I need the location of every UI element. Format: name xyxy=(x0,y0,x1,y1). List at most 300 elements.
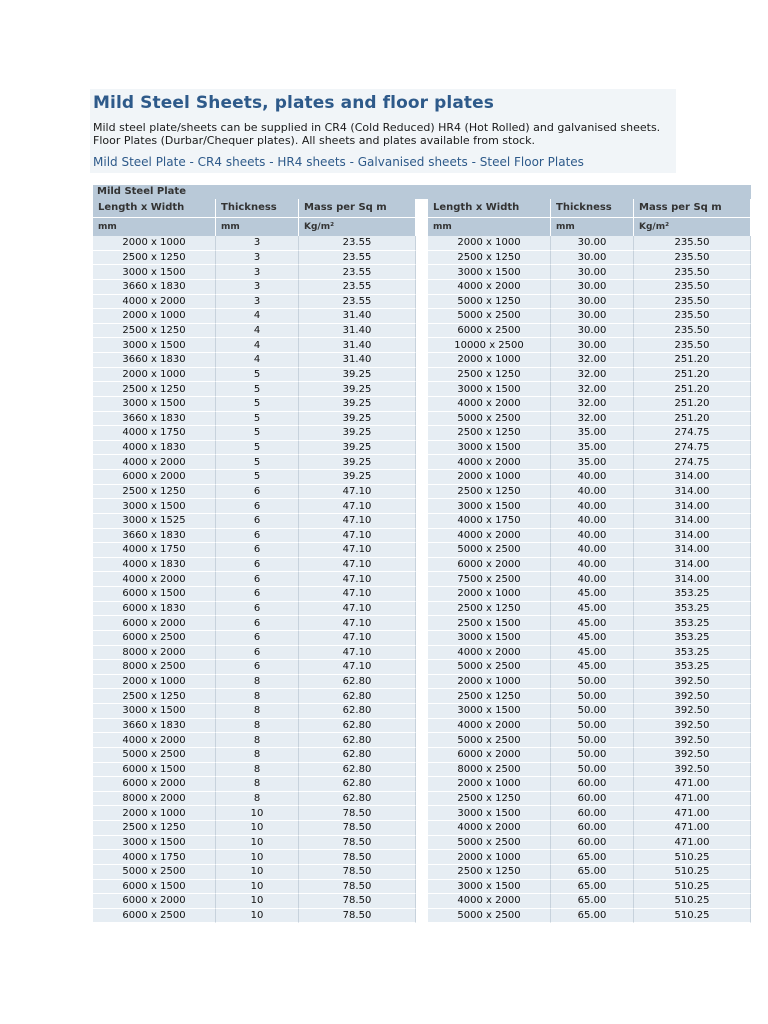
size-cell: 7500 x 2500 xyxy=(428,572,551,587)
thickness-cell: 40.00 xyxy=(551,499,634,514)
size-cell: 4000 x 2000 xyxy=(428,280,551,295)
table-row xyxy=(93,572,751,587)
column-gap xyxy=(416,719,428,734)
thickness-cell: 10 xyxy=(216,880,299,895)
thickness-cell: 5 xyxy=(216,441,299,456)
col-unit-size: mm xyxy=(428,217,551,236)
table-row xyxy=(93,748,751,763)
size-cell: 5000 x 2500 xyxy=(428,836,551,851)
mass-cell: 31.40 xyxy=(299,353,416,368)
size-cell: 5000 x 2500 xyxy=(93,748,216,763)
col-unit-size: mm xyxy=(93,217,216,236)
thickness-cell: 5 xyxy=(216,426,299,441)
size-cell: 3000 x 1500 xyxy=(93,836,216,851)
size-cell: 4000 x 2000 xyxy=(428,529,551,544)
thickness-cell: 40.00 xyxy=(551,514,634,529)
table-row xyxy=(93,309,751,324)
mass-cell: 392.50 xyxy=(634,704,751,719)
thickness-cell: 8 xyxy=(216,733,299,748)
link-galvanised-sheets[interactable]: Galvanised sheets xyxy=(357,155,468,169)
mass-cell: 78.50 xyxy=(299,865,416,880)
thickness-cell: 6 xyxy=(216,616,299,631)
table-row xyxy=(93,397,751,412)
mass-cell: 78.50 xyxy=(299,836,416,851)
size-cell: 4000 x 2000 xyxy=(428,821,551,836)
thickness-cell: 3 xyxy=(216,295,299,310)
size-cell: 2500 x 1250 xyxy=(93,324,216,339)
mass-cell: 392.50 xyxy=(634,675,751,690)
table-row xyxy=(93,382,751,397)
mass-cell: 31.40 xyxy=(299,309,416,324)
table-row xyxy=(93,295,751,310)
product-links xyxy=(93,155,673,170)
table-row xyxy=(93,251,751,266)
column-gap xyxy=(416,660,428,675)
mass-cell: 392.50 xyxy=(634,763,751,778)
size-cell: 2000 x 1000 xyxy=(428,470,551,485)
size-cell: 4000 x 2000 xyxy=(93,733,216,748)
column-gap xyxy=(416,792,428,807)
link-steel-floor-plates[interactable]: Steel Floor Plates xyxy=(479,155,584,169)
thickness-cell: 6 xyxy=(216,499,299,514)
size-cell: 2500 x 1250 xyxy=(428,251,551,266)
thickness-cell: 6 xyxy=(216,543,299,558)
column-gap xyxy=(416,689,428,704)
thickness-cell: 3 xyxy=(216,251,299,266)
size-cell: 6000 x 2000 xyxy=(93,470,216,485)
mass-cell: 31.40 xyxy=(299,338,416,353)
size-cell: 6000 x 1500 xyxy=(93,763,216,778)
thickness-cell: 8 xyxy=(216,748,299,763)
thickness-cell: 45.00 xyxy=(551,631,634,646)
mass-cell: 39.25 xyxy=(299,368,416,383)
column-gap xyxy=(416,470,428,485)
column-gap xyxy=(416,675,428,690)
intro-panel xyxy=(90,89,676,173)
size-cell: 4000 x 2000 xyxy=(428,894,551,909)
thickness-cell: 65.00 xyxy=(551,909,634,924)
size-cell: 8000 x 2500 xyxy=(93,660,216,675)
column-gap xyxy=(416,850,428,865)
column-gap xyxy=(416,353,428,368)
mass-cell: 471.00 xyxy=(634,806,751,821)
mass-cell: 392.50 xyxy=(634,733,751,748)
thickness-cell: 8 xyxy=(216,719,299,734)
column-gap xyxy=(416,894,428,909)
thickness-cell: 60.00 xyxy=(551,792,634,807)
column-gap xyxy=(416,338,428,353)
mass-cell: 47.10 xyxy=(299,616,416,631)
size-cell: 3000 x 1500 xyxy=(428,441,551,456)
thickness-cell: 45.00 xyxy=(551,602,634,617)
thickness-cell: 65.00 xyxy=(551,880,634,895)
size-cell: 2500 x 1250 xyxy=(428,426,551,441)
thickness-cell: 10 xyxy=(216,821,299,836)
thickness-cell: 65.00 xyxy=(551,865,634,880)
column-gap xyxy=(416,441,428,456)
mass-cell: 274.75 xyxy=(634,441,751,456)
mass-cell: 471.00 xyxy=(634,836,751,851)
mass-cell: 353.25 xyxy=(634,631,751,646)
table-row xyxy=(93,675,751,690)
size-cell: 6000 x 2500 xyxy=(428,324,551,339)
column-gap xyxy=(416,733,428,748)
mass-cell: 62.80 xyxy=(299,748,416,763)
table-row xyxy=(93,587,751,602)
table-row xyxy=(93,836,751,851)
column-gap xyxy=(416,529,428,544)
table-row xyxy=(93,426,751,441)
size-cell: 3660 x 1830 xyxy=(93,529,216,544)
mass-cell: 78.50 xyxy=(299,894,416,909)
size-cell: 8000 x 2000 xyxy=(93,792,216,807)
size-cell: 6000 x 2500 xyxy=(93,631,216,646)
table-row xyxy=(93,689,751,704)
size-cell: 3660 x 1830 xyxy=(93,353,216,368)
size-cell: 6000 x 2000 xyxy=(93,616,216,631)
size-cell: 2000 x 1000 xyxy=(428,353,551,368)
table-row xyxy=(93,646,751,661)
column-gap xyxy=(416,397,428,412)
mass-cell: 31.40 xyxy=(299,324,416,339)
thickness-cell: 4 xyxy=(216,324,299,339)
size-cell: 4000 x 2000 xyxy=(428,455,551,470)
table-row xyxy=(93,353,751,368)
table-row xyxy=(93,631,751,646)
size-cell: 2000 x 1000 xyxy=(93,806,216,821)
mass-cell: 235.50 xyxy=(634,324,751,339)
column-gap xyxy=(416,631,428,646)
thickness-cell: 8 xyxy=(216,704,299,719)
thickness-cell: 50.00 xyxy=(551,733,634,748)
thickness-cell: 40.00 xyxy=(551,543,634,558)
size-cell: 6000 x 1500 xyxy=(93,587,216,602)
mass-cell: 314.00 xyxy=(634,514,751,529)
size-cell: 2500 x 1250 xyxy=(93,689,216,704)
table-row xyxy=(93,660,751,675)
table-row xyxy=(93,368,751,383)
thickness-cell: 30.00 xyxy=(551,236,634,251)
table-row xyxy=(93,763,751,778)
col-header-thickness: Thickness xyxy=(551,199,634,217)
size-cell: 3000 x 1500 xyxy=(428,265,551,280)
table-row xyxy=(93,880,751,895)
thickness-cell: 6 xyxy=(216,572,299,587)
column-gap xyxy=(416,616,428,631)
thickness-cell: 60.00 xyxy=(551,806,634,821)
mass-cell: 62.80 xyxy=(299,689,416,704)
thickness-cell: 10 xyxy=(216,836,299,851)
thickness-cell: 32.00 xyxy=(551,397,634,412)
size-cell: 2000 x 1000 xyxy=(93,309,216,324)
mass-cell: 314.00 xyxy=(634,572,751,587)
thickness-cell: 50.00 xyxy=(551,689,634,704)
table-row xyxy=(93,529,751,544)
size-cell: 3000 x 1525 xyxy=(93,514,216,529)
mass-cell: 251.20 xyxy=(634,382,751,397)
mass-cell: 47.10 xyxy=(299,529,416,544)
mass-cell: 78.50 xyxy=(299,909,416,924)
size-cell: 3000 x 1500 xyxy=(428,806,551,821)
column-gap xyxy=(416,587,428,602)
thickness-cell: 5 xyxy=(216,470,299,485)
thickness-cell: 65.00 xyxy=(551,850,634,865)
mass-cell: 314.00 xyxy=(634,558,751,573)
col-header-mass: Mass per Sq m xyxy=(299,199,416,217)
thickness-cell: 4 xyxy=(216,353,299,368)
plate-table xyxy=(93,185,751,923)
thickness-cell: 35.00 xyxy=(551,426,634,441)
column-gap xyxy=(416,280,428,295)
table-row xyxy=(93,543,751,558)
mass-cell: 353.25 xyxy=(634,602,751,617)
size-cell: 4000 x 2000 xyxy=(428,719,551,734)
thickness-cell: 5 xyxy=(216,412,299,427)
thickness-cell: 10 xyxy=(216,865,299,880)
table-caption: Mild Steel Plate xyxy=(93,185,751,199)
mass-cell: 314.00 xyxy=(634,470,751,485)
mass-cell: 47.10 xyxy=(299,660,416,675)
thickness-cell: 4 xyxy=(216,309,299,324)
mass-cell: 235.50 xyxy=(634,265,751,280)
column-gap xyxy=(416,558,428,573)
mass-cell: 392.50 xyxy=(634,748,751,763)
size-cell: 2500 x 1250 xyxy=(428,865,551,880)
size-cell: 2000 x 1000 xyxy=(428,675,551,690)
size-cell: 6000 x 1500 xyxy=(93,880,216,895)
mass-cell: 353.25 xyxy=(634,660,751,675)
mass-cell: 471.00 xyxy=(634,777,751,792)
size-cell: 5000 x 2500 xyxy=(428,909,551,924)
mass-cell: 39.25 xyxy=(299,441,416,456)
column-gap xyxy=(416,514,428,529)
mass-cell: 39.25 xyxy=(299,455,416,470)
mass-cell: 235.50 xyxy=(634,236,751,251)
size-cell: 3000 x 1500 xyxy=(93,499,216,514)
mass-cell: 353.25 xyxy=(634,616,751,631)
mass-cell: 274.75 xyxy=(634,455,751,470)
table-row xyxy=(93,602,751,617)
size-cell: 2500 x 1250 xyxy=(428,689,551,704)
mass-cell: 39.25 xyxy=(299,470,416,485)
mass-cell: 78.50 xyxy=(299,806,416,821)
column-gap xyxy=(416,295,428,310)
size-cell: 3000 x 1500 xyxy=(428,704,551,719)
mass-cell: 235.50 xyxy=(634,338,751,353)
table-row xyxy=(93,850,751,865)
table-row xyxy=(93,499,751,514)
column-gap xyxy=(416,217,428,236)
mass-cell: 47.10 xyxy=(299,558,416,573)
size-cell: 2500 x 1250 xyxy=(93,251,216,266)
table-row xyxy=(93,280,751,295)
column-gap xyxy=(416,602,428,617)
mass-cell: 274.75 xyxy=(634,426,751,441)
mass-cell: 47.10 xyxy=(299,602,416,617)
size-cell: 3000 x 1500 xyxy=(428,499,551,514)
mass-cell: 471.00 xyxy=(634,792,751,807)
thickness-cell: 6 xyxy=(216,529,299,544)
size-cell: 3000 x 1500 xyxy=(428,880,551,895)
thickness-cell: 3 xyxy=(216,265,299,280)
thickness-cell: 6 xyxy=(216,631,299,646)
table-row xyxy=(93,514,751,529)
column-gap xyxy=(416,865,428,880)
mass-cell: 47.10 xyxy=(299,572,416,587)
thickness-cell: 8 xyxy=(216,777,299,792)
size-cell: 6000 x 2500 xyxy=(93,909,216,924)
size-cell: 5000 x 2500 xyxy=(428,543,551,558)
page-title: Mild Steel Sheets, plates and floor plates xyxy=(93,93,495,113)
thickness-cell: 40.00 xyxy=(551,558,634,573)
mass-cell: 47.10 xyxy=(299,499,416,514)
table-row xyxy=(93,894,751,909)
mass-cell: 47.10 xyxy=(299,587,416,602)
size-cell: 3000 x 1500 xyxy=(428,631,551,646)
column-gap xyxy=(416,251,428,266)
column-gap xyxy=(416,821,428,836)
size-cell: 4000 x 2000 xyxy=(93,295,216,310)
table-row xyxy=(93,470,751,485)
table-row xyxy=(93,265,751,280)
table-row xyxy=(93,324,751,339)
thickness-cell: 50.00 xyxy=(551,675,634,690)
thickness-cell: 6 xyxy=(216,514,299,529)
size-cell: 5000 x 1250 xyxy=(428,295,551,310)
size-cell: 5000 x 2500 xyxy=(428,660,551,675)
size-cell: 2500 x 1250 xyxy=(428,485,551,500)
mass-cell: 235.50 xyxy=(634,295,751,310)
column-gap xyxy=(416,880,428,895)
thickness-cell: 30.00 xyxy=(551,251,634,266)
mass-cell: 23.55 xyxy=(299,280,416,295)
column-gap xyxy=(416,265,428,280)
link-mild-steel-plate[interactable]: Mild Steel Plate xyxy=(93,155,186,169)
mass-cell: 47.10 xyxy=(299,631,416,646)
mass-cell: 47.10 xyxy=(299,543,416,558)
size-cell: 3000 x 1500 xyxy=(428,382,551,397)
mass-cell: 510.25 xyxy=(634,894,751,909)
size-cell: 2000 x 1000 xyxy=(428,236,551,251)
mass-cell: 47.10 xyxy=(299,646,416,661)
mass-cell: 62.80 xyxy=(299,719,416,734)
mass-cell: 251.20 xyxy=(634,412,751,427)
thickness-cell: 3 xyxy=(216,236,299,251)
thickness-cell: 30.00 xyxy=(551,338,634,353)
thickness-cell: 60.00 xyxy=(551,777,634,792)
size-cell: 3660 x 1830 xyxy=(93,719,216,734)
plate-table-wrapper xyxy=(93,185,751,923)
size-cell: 10000 x 2500 xyxy=(428,338,551,353)
col-unit-thickness: mm xyxy=(216,217,299,236)
mass-cell: 23.55 xyxy=(299,251,416,266)
thickness-cell: 30.00 xyxy=(551,324,634,339)
thickness-cell: 40.00 xyxy=(551,529,634,544)
table-row xyxy=(93,821,751,836)
column-gap xyxy=(416,309,428,324)
mass-cell: 78.50 xyxy=(299,880,416,895)
column-gap xyxy=(416,499,428,514)
mass-cell: 314.00 xyxy=(634,499,751,514)
mass-cell: 47.10 xyxy=(299,514,416,529)
table-row xyxy=(93,412,751,427)
column-gap xyxy=(416,572,428,587)
size-cell: 5000 x 2500 xyxy=(428,412,551,427)
size-cell: 4000 x 2000 xyxy=(93,572,216,587)
col-unit-mass: Kg/m² xyxy=(634,217,751,236)
size-cell: 8000 x 2000 xyxy=(93,646,216,661)
thickness-cell: 3 xyxy=(216,280,299,295)
size-cell: 5000 x 2500 xyxy=(428,733,551,748)
thickness-cell: 45.00 xyxy=(551,587,634,602)
thickness-cell: 8 xyxy=(216,689,299,704)
size-cell: 2500 x 1250 xyxy=(428,602,551,617)
table-row xyxy=(93,806,751,821)
size-cell: 5000 x 2500 xyxy=(428,309,551,324)
table-row xyxy=(93,455,751,470)
size-cell: 2000 x 1000 xyxy=(428,850,551,865)
mass-cell: 251.20 xyxy=(634,397,751,412)
thickness-cell: 32.00 xyxy=(551,382,634,397)
thickness-cell: 50.00 xyxy=(551,704,634,719)
mass-cell: 251.20 xyxy=(634,353,751,368)
size-cell: 6000 x 2000 xyxy=(428,558,551,573)
column-gap xyxy=(416,704,428,719)
mass-cell: 314.00 xyxy=(634,543,751,558)
size-cell: 3660 x 1830 xyxy=(93,280,216,295)
mass-cell: 510.25 xyxy=(634,865,751,880)
size-cell: 2000 x 1000 xyxy=(93,368,216,383)
mass-cell: 392.50 xyxy=(634,719,751,734)
size-cell: 4000 x 1830 xyxy=(93,558,216,573)
thickness-cell: 8 xyxy=(216,675,299,690)
column-gap xyxy=(416,412,428,427)
link-hr4-sheets[interactable]: HR4 sheets xyxy=(277,155,346,169)
column-gap xyxy=(416,543,428,558)
mass-cell: 235.50 xyxy=(634,251,751,266)
table-row xyxy=(93,719,751,734)
thickness-cell: 50.00 xyxy=(551,763,634,778)
table-row xyxy=(93,338,751,353)
size-cell: 4000 x 1830 xyxy=(93,441,216,456)
mass-cell: 353.25 xyxy=(634,646,751,661)
col-unit-thickness: mm xyxy=(551,217,634,236)
size-cell: 3660 x 1830 xyxy=(93,412,216,427)
size-cell: 4000 x 1750 xyxy=(428,514,551,529)
mass-cell: 62.80 xyxy=(299,704,416,719)
column-gap xyxy=(416,909,428,924)
link-cr4-sheets[interactable]: CR4 sheets xyxy=(197,155,266,169)
size-cell: 6000 x 2000 xyxy=(93,777,216,792)
thickness-cell: 50.00 xyxy=(551,719,634,734)
thickness-cell: 30.00 xyxy=(551,265,634,280)
size-cell: 2500 x 1250 xyxy=(93,382,216,397)
thickness-cell: 45.00 xyxy=(551,616,634,631)
thickness-cell: 32.00 xyxy=(551,368,634,383)
mass-cell: 78.50 xyxy=(299,821,416,836)
thickness-cell: 8 xyxy=(216,792,299,807)
thickness-cell: 6 xyxy=(216,602,299,617)
mass-cell: 392.50 xyxy=(634,689,751,704)
thickness-cell: 40.00 xyxy=(551,470,634,485)
thickness-cell: 4 xyxy=(216,338,299,353)
thickness-cell: 5 xyxy=(216,455,299,470)
size-cell: 4000 x 2000 xyxy=(93,455,216,470)
column-gap xyxy=(416,763,428,778)
mass-cell: 62.80 xyxy=(299,675,416,690)
table-body xyxy=(93,236,751,923)
table-row xyxy=(93,792,751,807)
